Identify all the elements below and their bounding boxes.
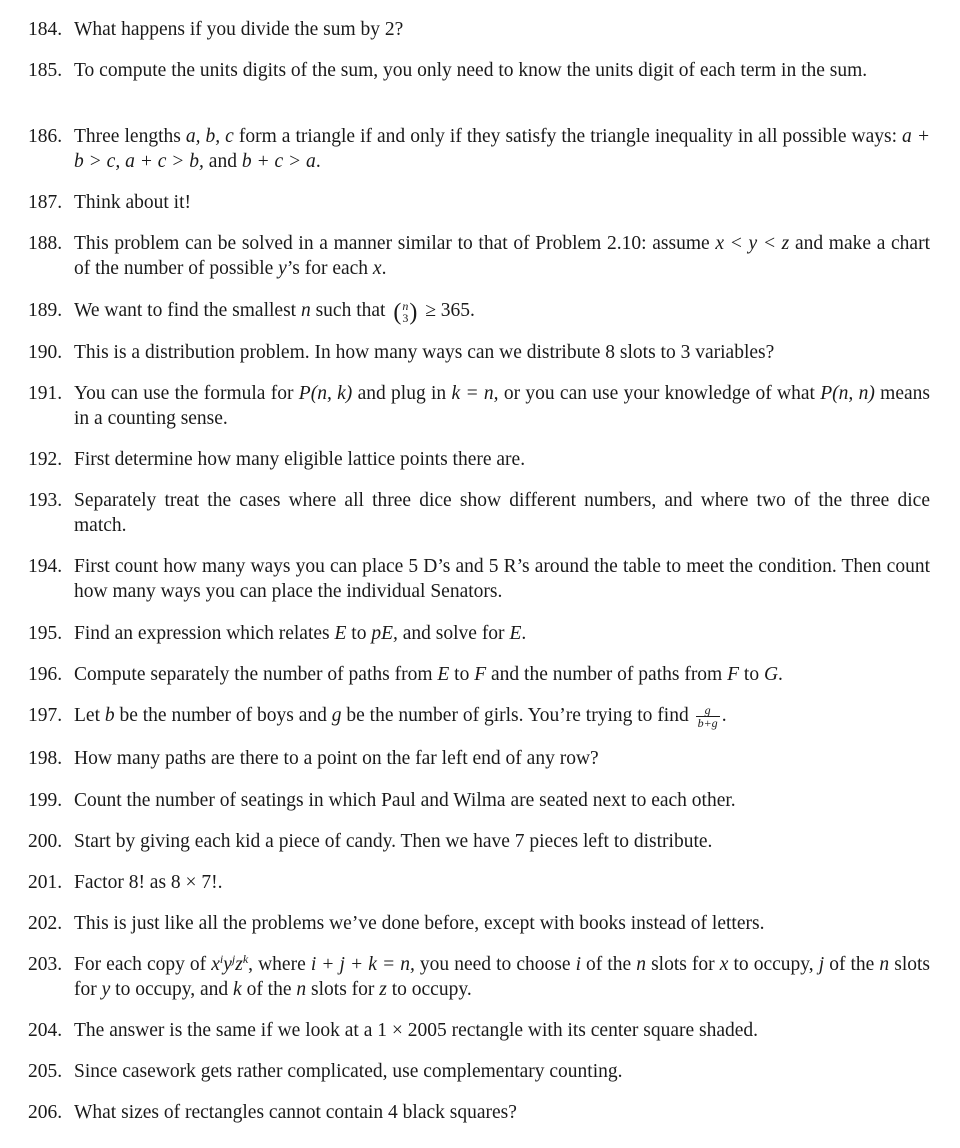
hint-text: To compute the units digits of the sum, you only need to know the units digit of each term in the sum. bbox=[74, 60, 868, 81]
hint-text: How many paths are there to a point on the far left end of any row? bbox=[74, 748, 599, 769]
hint-number: 196. bbox=[28, 664, 63, 685]
hint-item bbox=[28, 554, 930, 604]
hint-number: 195. bbox=[28, 623, 63, 644]
hint-number: 184. bbox=[28, 19, 63, 40]
hint-text: Since casework gets rather complicated, use complementary counting. bbox=[74, 1061, 623, 1082]
hint-text: Let b be the number of boys and g be the number of girls. You’re trying to find $\frac{g}{b+g}$ . bbox=[74, 703, 727, 731]
hint-number: 192. bbox=[28, 449, 63, 470]
math-expression: P(n, k) bbox=[298, 383, 353, 404]
hint-item bbox=[28, 447, 930, 472]
hint-text: Compute separately the number of paths from E to F and the number of paths from F to G. bbox=[74, 664, 783, 685]
hint-text: For each copy of $x^iy^jz^k$, where i + j + k = n, you need to choose i of the n slots for x to occupy, j of the n slots for y to occupy, and k of the n slots for z to occupy. bbox=[74, 952, 930, 1000]
binomial-coefficient: ( n 3 ) bbox=[393, 299, 418, 326]
hint-text: First determine how many eligible lattice points there are. bbox=[74, 449, 526, 470]
hint-number: 190. bbox=[28, 342, 63, 363]
hint-item bbox=[28, 1100, 930, 1125]
math-expression: a, b, c bbox=[185, 126, 234, 147]
hint-number: 185. bbox=[28, 60, 63, 81]
hint-text: Start by giving each kid a piece of candy. Then we have 7 pieces left to distribute. bbox=[74, 831, 713, 852]
hint-text: What happens if you divide the sum by 2? bbox=[74, 19, 404, 40]
hint-number: 191. bbox=[28, 383, 63, 404]
hint-text: Separately treat the cases where all three dice show different numbers, and where two of the three dice match. bbox=[74, 490, 930, 536]
hint-item bbox=[28, 17, 930, 42]
hint-text: You can use the formula for P(n, k) and plug in k = n, or you can use your knowledge of what P(n, n) means in a counting sense. bbox=[74, 383, 930, 429]
hint-item bbox=[28, 1059, 930, 1084]
hint-item bbox=[28, 788, 930, 813]
math-expression: P(n, n) bbox=[820, 383, 875, 404]
hint-number: 197. bbox=[28, 705, 63, 726]
hint-number: 199. bbox=[28, 790, 63, 811]
hint-text: This is just like all the problems we’ve done before, except with books instead of letters. bbox=[74, 913, 765, 934]
hint-number: 193. bbox=[28, 490, 63, 511]
math-expression: a + b > c, a + c > b, bbox=[74, 126, 930, 172]
hint-item bbox=[28, 1018, 930, 1043]
hint-text: Think about it! bbox=[74, 192, 191, 213]
hint-item bbox=[28, 298, 930, 324]
hint-number: 198. bbox=[28, 748, 63, 769]
hint-number: 201. bbox=[28, 872, 63, 893]
hint-item bbox=[28, 231, 930, 281]
hint-number: 204. bbox=[28, 1020, 63, 1041]
hint-item bbox=[28, 124, 930, 174]
hint-text: What sizes of rectangles cannot contain 4 black squares? bbox=[74, 1102, 517, 1123]
hint-text: Three lengths a, b, c form a triangle if and only if they satisfy the triangle inequality in all possible ways: a + b > c, a + c > b, and b + c > a. bbox=[74, 126, 930, 172]
math-expression: x < y < z bbox=[715, 233, 790, 254]
fraction: $\frac{g}{b+g}$ bbox=[697, 703, 718, 731]
math-expression: b + c > a bbox=[241, 151, 316, 172]
hint-text: This is a distribution problem. In how many ways can we distribute 8 slots to 3 variables? bbox=[74, 342, 775, 363]
math-expression: i + j + k = n, bbox=[310, 954, 415, 975]
hint-item bbox=[28, 381, 930, 431]
hint-item bbox=[28, 829, 930, 854]
hint-item bbox=[28, 662, 930, 687]
math-expression: k = n, bbox=[451, 383, 499, 404]
hint-item bbox=[28, 746, 930, 771]
hint-number: 188. bbox=[28, 233, 63, 254]
hint-item bbox=[28, 190, 930, 215]
hint-number: 194. bbox=[28, 556, 63, 577]
hint-item bbox=[28, 870, 930, 895]
hint-number: 205. bbox=[28, 1061, 63, 1082]
hint-text: First count how many ways you can place 5 D’s and 5 R’s around the table to meet the condition. Then count how many ways you can place the individual Senators. bbox=[74, 556, 930, 602]
hint-number: 203. bbox=[28, 954, 63, 975]
hint-text: The answer is the same if we look at a 1 × 2005 rectangle with its center square shaded. bbox=[74, 1020, 759, 1041]
hint-number: 200. bbox=[28, 831, 63, 852]
hint-item bbox=[28, 488, 930, 538]
hint-item bbox=[28, 58, 930, 83]
hint-number: 202. bbox=[28, 913, 63, 934]
hint-item bbox=[28, 911, 930, 936]
hint-text: Find an expression which relates E to pE, and solve for E. bbox=[74, 623, 527, 644]
hint-item bbox=[28, 703, 930, 729]
hint-item bbox=[28, 952, 930, 1002]
hint-number: 187. bbox=[28, 192, 63, 213]
hint-item bbox=[28, 621, 930, 646]
hint-item bbox=[28, 340, 930, 365]
hint-text: We want to find the smallest n such that ( n 3 ) ≥ 365. bbox=[74, 299, 475, 326]
hint-text: Factor 8! as 8 × 7!. bbox=[74, 872, 223, 893]
hint-text: This problem can be solved in a manner similar to that of Problem 2.10: assume x < y < z and make a chart of the number of possible y’s for each x. bbox=[74, 233, 931, 279]
hint-number: 206. bbox=[28, 1102, 63, 1123]
hint-number: 189. bbox=[28, 300, 63, 321]
hint-text: Count the number of seatings in which Paul and Wilma are seated next to each other. bbox=[74, 790, 736, 811]
hint-number: 186. bbox=[28, 126, 63, 147]
